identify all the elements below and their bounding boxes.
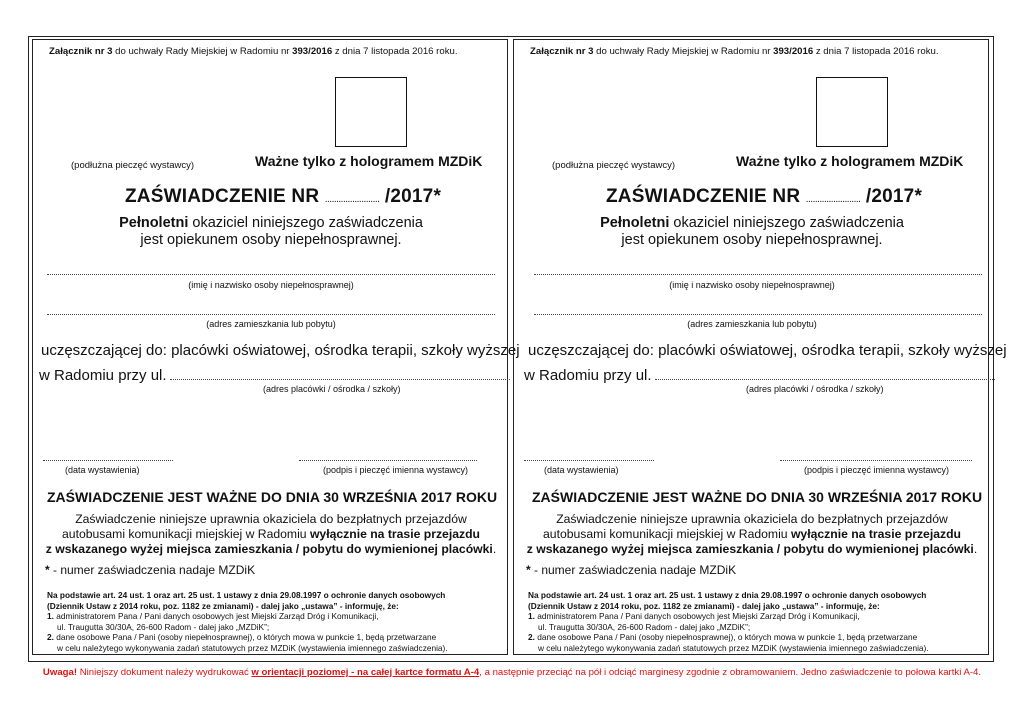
- owner-text2: jest opiekunem osoby niepełnosprawnej.: [140, 232, 402, 248]
- hologram-box: [816, 77, 888, 147]
- note-text: - numer zaświadczenia nadaje MZDiK: [49, 563, 256, 577]
- title-prefix: ZAŚWIADCZENIE NR: [125, 186, 325, 207]
- warning-label: Uwaga!: [42, 667, 78, 678]
- legal-item2-text: dane osobowe Pana / Pani (osoby niepełnosprawnej), o których mowa w punkcie 1, będą przetwarzane: [534, 632, 918, 642]
- legal-line2: (Dziennik Ustaw z 2014 roku, poz. 1182 ze zmianami) - dalej jako „ustawa” - informuję, że:: [528, 600, 880, 611]
- address-field-line[interactable]: [47, 314, 495, 315]
- seal-label: (podłużna pieczęć wystawcy): [552, 160, 676, 171]
- legal-item1-text: administratorem Pana / Pani danych osobowych jest Miejski Zarząd Dróg i Komunikacji,: [534, 611, 860, 621]
- legal-line1: Na podstawie art. 24 ust. 1 oraz art. 25 ust. 1 ustawy z dnia 29.08.1997 o ochronie danych osobowych: [47, 590, 446, 600]
- hologram-note: Ważne tylko z hologramem MZDiK: [255, 153, 483, 169]
- warning-text1: Niniejszy dokument należy wydrukować: [77, 667, 252, 678]
- para-line2: autobusami komunikacji miejskiej w Radomiu: [62, 527, 310, 541]
- warning-orientation: w orientacji poziomej - na całej kartce formatu A-4: [251, 667, 480, 678]
- signature-caption: (podpis i pieczęć imienna wystawcy): [804, 465, 950, 475]
- para-line3-bold: z wskazanego wyżej miejsca zamieszkania / pobytu do wymienionej placówki: [45, 542, 493, 556]
- hologram-box: [335, 77, 407, 147]
- para-line3-end: .: [973, 542, 978, 556]
- facility-caption: (adres placówki / ośrodka / szkoły): [746, 384, 884, 394]
- certificate-right: [513, 39, 1007, 655]
- attend-text: uczęszczającej do: placówki oświatowej, ośrodka terapii, szkoły wyższej: [528, 342, 1007, 359]
- legal-line1: Na podstawie art. 24 ust. 1 oraz art. 25 ust. 1 ustawy z dnia 29.08.1997 o ochronie danych osobowych: [528, 590, 927, 600]
- facility-field-line[interactable]: [655, 379, 995, 380]
- header-resolution-no: 393/2016: [773, 46, 814, 57]
- para-line1: Zaświadczenie niniejsze uprawnia okaziciela do bezpłatnych przejazdów: [75, 512, 467, 526]
- gdpr-clause: [528, 590, 929, 653]
- title-number-blank: ........................: [805, 194, 861, 205]
- title-suffix: /2017*: [860, 186, 923, 207]
- title-prefix: ZAŚWIADCZENIE NR: [606, 186, 806, 207]
- attend-text: uczęszczającej do: placówki oświatowej, ośrodka terapii, szkoły wyższej: [41, 342, 520, 359]
- name-field-line[interactable]: [47, 274, 495, 275]
- note-star: *: [526, 563, 531, 577]
- facility-field-line[interactable]: [170, 379, 510, 380]
- owner-text1: okaziciel niniejszego zaświadczenia: [669, 215, 904, 231]
- name-caption: (imię i nazwisko osoby niepełnosprawnej): [188, 280, 354, 290]
- attachment-header: [530, 46, 939, 57]
- para-line3-end: .: [492, 542, 497, 556]
- in-radom-line: [39, 367, 510, 384]
- signature-field-line[interactable]: [780, 460, 972, 461]
- para-line3-bold: z wskazanego wyżej miejsca zamieszkania / pobytu do wymienionej placówki: [526, 542, 974, 556]
- legal-item1-num: 1.: [528, 611, 535, 621]
- owner-bold: Pełnoletni: [119, 215, 189, 231]
- certificate-title: [125, 186, 441, 208]
- validity-heading: ZAŚWIADCZENIE JEST WAŻNE DO DNIA 30 WRZEŚNIA 2017 ROKU: [532, 489, 983, 505]
- date-caption: (data wystawienia): [544, 465, 619, 475]
- address-caption: (adres zamieszkania lub pobytu): [687, 319, 817, 329]
- header-attachment-no: Załącznik nr 3: [49, 46, 113, 57]
- legal-item2-cont: w celu należytego wykonywania zadań statutowych przez MZDiK (wystawienia imiennego zaświadczenia).: [57, 642, 448, 653]
- attachment-header: [49, 46, 458, 57]
- header-date: z dnia 7 listopada 2016 roku.: [813, 46, 939, 57]
- para-line2-bold: wyłącznie na trasie przejazdu: [790, 527, 961, 541]
- note-text: - numer zaświadczenia nadaje MZDiK: [530, 563, 737, 577]
- number-note: [526, 563, 736, 577]
- entitlement-paragraph: [514, 512, 990, 557]
- certificate-left: [32, 39, 520, 655]
- owner-text2: jest opiekunem osoby niepełnosprawnej.: [621, 232, 883, 248]
- title-suffix: /2017*: [379, 186, 442, 207]
- title-number-blank: ........................: [324, 194, 380, 205]
- date-caption: (data wystawienia): [65, 465, 140, 475]
- print-warning: [0, 667, 1024, 678]
- header-attachment-no: Załącznik nr 3: [530, 46, 594, 57]
- owner-text1: okaziciel niniejszego zaświadczenia: [188, 215, 423, 231]
- hologram-note: Ważne tylko z hologramem MZDiK: [736, 153, 964, 169]
- seal-label: (podłużna pieczęć wystawcy): [71, 160, 195, 171]
- header-resolution-no: 393/2016: [292, 46, 333, 57]
- para-line2-bold: wyłącznie na trasie przejazdu: [309, 527, 480, 541]
- in-radom-label: w Radomiu przy ul.: [39, 367, 167, 384]
- owner-statement: [33, 215, 509, 249]
- warning-text2: , a następnie przeciąć na pół i odciąć marginesy zgodnie z obramowaniem. Jedno zaświadczenie to połowa kartki A-4.: [479, 667, 982, 678]
- owner-statement: [514, 215, 990, 249]
- header-text: do uchwały Rady Miejskiej w Radomiu nr: [112, 46, 293, 57]
- para-line2: autobusami komunikacji miejskiej w Radomiu: [543, 527, 791, 541]
- legal-item1-cont: ul. Traugutta 30/30A, 26-600 Radom - dalej jako „MZDiK”;: [538, 621, 751, 632]
- gdpr-clause: [47, 590, 448, 653]
- validity-heading: ZAŚWIADCZENIE JEST WAŻNE DO DNIA 30 WRZEŚNIA 2017 ROKU: [47, 489, 498, 505]
- header-date: z dnia 7 listopada 2016 roku.: [332, 46, 458, 57]
- address-caption: (adres zamieszkania lub pobytu): [206, 319, 336, 329]
- legal-line2: (Dziennik Ustaw z 2014 roku, poz. 1182 ze zmianami) - dalej jako „ustawa” - informuję, że:: [47, 600, 399, 611]
- address-field-line[interactable]: [534, 314, 982, 315]
- signature-field-line[interactable]: [299, 460, 477, 461]
- in-radom-line: [524, 367, 995, 384]
- legal-item2-num: 2.: [528, 632, 535, 642]
- number-note: [45, 563, 255, 577]
- legal-item2-num: 2.: [47, 632, 54, 642]
- facility-caption: (adres placówki / ośrodka / szkoły): [263, 384, 401, 394]
- name-field-line[interactable]: [534, 274, 982, 275]
- para-line1: Zaświadczenie niniejsze uprawnia okaziciela do bezpłatnych przejazdów: [556, 512, 948, 526]
- certificate-title: [606, 186, 922, 208]
- date-field-line[interactable]: [524, 460, 654, 461]
- legal-item1-cont: ul. Traugutta 30/30A, 26-600 Radom - dalej jako „MZDiK”;: [57, 621, 270, 632]
- legal-item2-text: dane osobowe Pana / Pani (osoby niepełnosprawnej), o których mowa w punkcie 1, będą przetwarzane: [53, 632, 437, 642]
- legal-item1-num: 1.: [47, 611, 54, 621]
- legal-item2-cont: w celu należytego wykonywania zadań statutowych przez MZDiK (wystawienia imiennego zaświadczenia).: [538, 642, 929, 653]
- name-caption: (imię i nazwisko osoby niepełnosprawnej): [669, 280, 835, 290]
- entitlement-paragraph: [33, 512, 509, 557]
- header-text: do uchwały Rady Miejskiej w Radomiu nr: [593, 46, 774, 57]
- signature-caption: (podpis i pieczęć imienna wystawcy): [323, 465, 469, 475]
- owner-bold: Pełnoletni: [600, 215, 670, 231]
- in-radom-label: w Radomiu przy ul.: [524, 367, 652, 384]
- date-field-line[interactable]: [43, 460, 173, 461]
- legal-item1-text: administratorem Pana / Pani danych osobowych jest Miejski Zarząd Dróg i Komunikacji,: [53, 611, 379, 621]
- note-star: *: [45, 563, 50, 577]
